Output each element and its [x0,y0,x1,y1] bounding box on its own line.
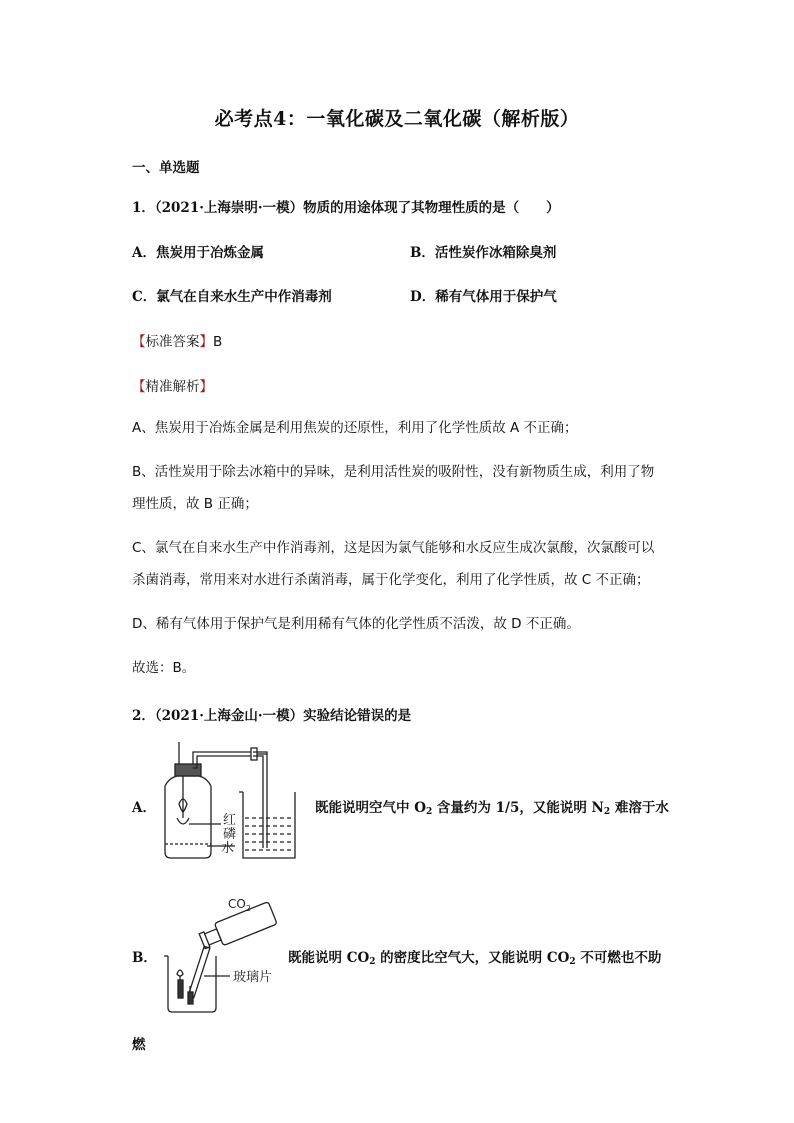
option-a-text-2: 含量约为 1/5，又能说明 N [432,800,604,816]
analysis-heading [132,375,213,395]
analysis-tag-open: 【 [132,379,146,395]
q1-option-b: B．活性炭作冰箱除臭剂 [410,245,557,261]
q2-option-b-wrap: 燃 [132,1037,146,1053]
option-a-sub-1: 2 [425,807,433,817]
section-heading: 一、单选题 [132,160,200,176]
answer-tag-open: 【 [132,334,146,350]
q2-option-b-text [288,946,661,967]
answer-tag-close: 】 [199,334,213,350]
label-glass-slide: 玻璃片 [233,970,273,985]
co2-pouring-apparatus [160,890,290,1020]
analysis-tag-close: 】 [199,379,213,395]
q2-option-b-letter: B． [132,950,157,966]
q2-option-a-letter: A． [132,800,156,816]
option-b-text-1: 既能说明 CO [288,950,370,966]
page-title: 必考点4：一氧化碳及二氧化碳（解析版） [214,108,580,130]
q1-option-a: A．焦炭用于冶炼金属 [132,245,264,261]
option-a-sub-2: 2 [603,807,611,817]
analysis-a: A、焦炭用于冶炼金属是利用焦炭的还原性，利用了化学性质故 A 不正确； [132,420,578,436]
label-phosphorus: 磷 [223,827,237,842]
question-2-stem: 2．（2021·上海金山·一模）实验结论错误的是 [132,708,412,724]
option-b-sub-2: 2 [569,957,576,967]
option-a-text-1: 既能说明空气中 O [315,800,426,816]
analysis-c: C、氯气在自来水生产中作消毒剂，这是因为氯气能够和水反应生成次氯酸，次氯酸可以杀菌消毒，常用来对水进行杀菌消毒，属于化学变化，利用了化学性质，故 C 不正确； [132,540,655,588]
q2-option-a-text [315,796,669,817]
red-phosphorus-apparatus [155,740,315,865]
label-co2: $CO_2$ [228,897,251,913]
option-b-text-3: 不可燃也不助 [575,950,662,966]
option-b-text-2: 的密度比空气大，又能说明 CO [375,950,570,966]
q1-option-d: D．稀有气体用于保护气 [410,289,557,305]
q1-option-c: C．氯气在自来水生产中作消毒剂 [132,289,332,305]
answer-tag: 标准答案 [145,334,200,350]
analysis-tag: 精准解析 [145,379,200,395]
question-1-stem: 1．（2021·上海崇明·一模）物质的用途体现了其物理性质的是（ ） [132,200,560,216]
answer-line [132,330,222,350]
label-red: 红 [223,813,237,828]
label-water: 水 [221,841,235,856]
analysis-conclusion: 故选：B。 [132,660,196,676]
option-b-sub-1: 2 [369,957,376,967]
analysis-d: D、稀有气体用于保护气是利用稀有气体的化学性质不活泼，故 D 不正确。 [132,616,580,632]
analysis-b: B、活性炭用于除去冰箱中的异味，是利用活性炭的吸附性，没有新物质生成，利用了物理性质，故 B 正确； [132,464,655,512]
option-a-text-3: 难溶于水 [610,800,669,816]
answer-value: B [213,334,223,350]
